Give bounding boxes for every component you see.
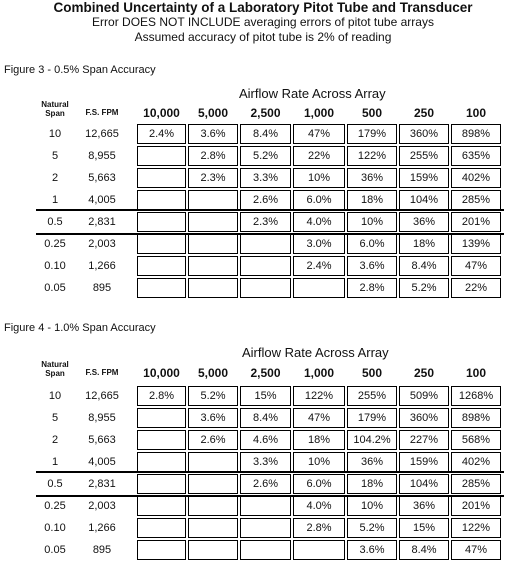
uncertainty-value: 122% — [451, 518, 501, 538]
uncertainty-value: 10% — [347, 496, 397, 516]
uncertainty-value: 36% — [399, 212, 449, 232]
uncertainty-value: 898% — [451, 124, 501, 144]
fs-fpm-cell: 1,266 — [88, 522, 116, 534]
empty-cell — [293, 540, 345, 560]
natural-span-cell: 0.5 — [47, 216, 63, 228]
uncertainty-value: 104.2% — [347, 430, 397, 450]
empty-cell — [137, 452, 186, 472]
uncertainty-value: 47% — [293, 124, 345, 144]
empty-cell — [188, 540, 238, 560]
page-title: Combined Uncertainty of a Laboratory Pitot Tube and Transducer — [53, 0, 473, 15]
header — [0, 0, 526, 45]
fs-fpm-cell: 8,955 — [88, 412, 116, 424]
empty-cell — [188, 256, 238, 276]
natural-span-label: Natural Span — [41, 100, 69, 118]
table-row — [0, 212, 526, 232]
uncertainty-value: 22% — [451, 278, 501, 298]
column-header: 500 — [361, 366, 383, 380]
uncertainty-value: 10% — [293, 452, 345, 472]
uncertainty-value: 2.3% — [188, 168, 238, 188]
airflow-label: Airflow Rate Across Array — [242, 345, 389, 360]
uncertainty-value: 2.4% — [293, 256, 345, 276]
empty-cell — [137, 190, 186, 210]
uncertainty-value: 2.4% — [137, 124, 186, 144]
uncertainty-value: 104% — [399, 190, 449, 210]
fs-fpm-cell: 895 — [92, 544, 112, 556]
table-row — [0, 386, 526, 406]
natural-span-cell: 0.05 — [44, 282, 66, 294]
uncertainty-value: 2.8% — [347, 278, 397, 298]
column-header: 500 — [361, 106, 383, 120]
table-row — [0, 540, 526, 560]
empty-cell — [188, 496, 238, 516]
fs-fpm-label: F.S. FPM — [85, 108, 119, 117]
column-header: 250 — [413, 106, 435, 120]
natural-span-cell: 1 — [51, 194, 59, 206]
fs-fpm-cell: 895 — [92, 282, 112, 294]
uncertainty-value: 402% — [451, 168, 501, 188]
subtitle-line-2: Assumed accuracy of pitot tube is 2% of reading — [134, 30, 392, 44]
column-header: 2,500 — [250, 366, 281, 380]
uncertainty-value: 3.0% — [293, 234, 345, 254]
natural-span-cell: 0.25 — [44, 500, 66, 512]
column-header: 1,000 — [303, 106, 335, 120]
column-header: 100 — [465, 106, 487, 120]
fs-fpm-cell: 8,955 — [88, 150, 116, 162]
uncertainty-value: 2.8% — [137, 386, 186, 406]
fs-fpm-cell: 2,003 — [88, 238, 116, 250]
empty-cell — [137, 496, 186, 516]
uncertainty-value: 201% — [451, 212, 501, 232]
uncertainty-value: 6.0% — [293, 474, 345, 494]
uncertainty-value: 139% — [451, 234, 501, 254]
uncertainty-value: 15% — [240, 386, 291, 406]
uncertainty-value: 2.8% — [293, 518, 345, 538]
uncertainty-value: 4.0% — [293, 212, 345, 232]
column-header: 2,500 — [250, 106, 281, 120]
empty-cell — [137, 540, 186, 560]
natural-span-cell: 5 — [51, 412, 59, 424]
uncertainty-value: 2.6% — [188, 430, 238, 450]
uncertainty-value: 159% — [399, 452, 449, 472]
empty-cell — [137, 256, 186, 276]
empty-cell — [137, 168, 186, 188]
empty-cell — [137, 278, 186, 298]
uncertainty-value: 3.3% — [240, 168, 291, 188]
table-row — [0, 408, 526, 428]
uncertainty-value: 8.4% — [240, 124, 291, 144]
empty-cell — [240, 256, 291, 276]
fs-fpm-label: F.S. FPM — [85, 368, 119, 377]
column-header: 10,000 — [143, 106, 180, 120]
uncertainty-value: 159% — [399, 168, 449, 188]
empty-cell — [293, 278, 345, 298]
fs-fpm-cell: 4,005 — [88, 456, 116, 468]
fs-fpm-cell: 12,665 — [85, 390, 119, 402]
empty-cell — [188, 212, 238, 232]
uncertainty-value: 635% — [451, 146, 501, 166]
table-row — [0, 190, 526, 210]
uncertainty-value: 360% — [399, 124, 449, 144]
empty-cell — [188, 278, 238, 298]
empty-cell — [188, 518, 238, 538]
uncertainty-value: 8.4% — [399, 256, 449, 276]
empty-cell — [137, 518, 186, 538]
empty-cell — [137, 234, 186, 254]
table-row — [0, 496, 526, 516]
uncertainty-value: 5.2% — [399, 278, 449, 298]
uncertainty-value: 22% — [293, 146, 345, 166]
uncertainty-value: 2.6% — [240, 474, 291, 494]
uncertainty-value: 4.0% — [293, 496, 345, 516]
column-header: 5,000 — [197, 366, 229, 380]
uncertainty-value: 285% — [451, 474, 501, 494]
natural-span-cell: 0.25 — [44, 238, 66, 250]
empty-cell — [188, 474, 238, 494]
uncertainty-value: 18% — [399, 234, 449, 254]
table-row — [0, 256, 526, 276]
empty-cell — [240, 518, 291, 538]
uncertainty-value: 4.6% — [240, 430, 291, 450]
uncertainty-value: 5.2% — [347, 518, 397, 538]
empty-cell — [240, 278, 291, 298]
uncertainty-value: 255% — [399, 146, 449, 166]
uncertainty-value: 360% — [399, 408, 449, 428]
natural-span-cell: 10 — [48, 128, 62, 140]
uncertainty-value: 6.0% — [293, 190, 345, 210]
uncertainty-value: 36% — [347, 452, 397, 472]
uncertainty-value: 10% — [347, 212, 397, 232]
fs-fpm-cell: 5,663 — [88, 434, 116, 446]
figure-caption: Figure 3 - 0.5% Span Accuracy — [4, 64, 156, 76]
table-row — [0, 452, 526, 472]
column-header: 100 — [465, 366, 487, 380]
uncertainty-value: 402% — [451, 452, 501, 472]
empty-cell — [240, 234, 291, 254]
uncertainty-value: 2.3% — [240, 212, 291, 232]
uncertainty-value: 18% — [293, 430, 345, 450]
table-row — [0, 430, 526, 450]
column-header: 1,000 — [303, 366, 335, 380]
natural-span-label: Natural Span — [41, 360, 69, 378]
uncertainty-value: 18% — [347, 474, 397, 494]
table-row — [0, 234, 526, 254]
uncertainty-value: 3.6% — [188, 408, 238, 428]
airflow-label: Airflow Rate Across Array — [239, 86, 386, 101]
natural-span-cell: 5 — [51, 150, 59, 162]
uncertainty-value: 36% — [399, 496, 449, 516]
empty-cell — [188, 234, 238, 254]
uncertainty-value: 179% — [347, 408, 397, 428]
natural-span-cell: 2 — [51, 434, 59, 446]
fs-fpm-cell: 2,831 — [88, 216, 116, 228]
natural-span-cell: 1 — [51, 456, 59, 468]
fs-fpm-cell: 12,665 — [85, 128, 119, 140]
uncertainty-value: 2.6% — [240, 190, 291, 210]
uncertainty-value: 47% — [293, 408, 345, 428]
uncertainty-value: 227% — [399, 430, 449, 450]
uncertainty-value: 47% — [451, 540, 501, 560]
uncertainty-value: 509% — [399, 386, 449, 406]
table-row — [0, 474, 526, 494]
uncertainty-value: 15% — [399, 518, 449, 538]
uncertainty-value: 179% — [347, 124, 397, 144]
empty-cell — [137, 146, 186, 166]
column-header: 10,000 — [143, 366, 180, 380]
empty-cell — [240, 496, 291, 516]
uncertainty-value: 8.4% — [399, 540, 449, 560]
uncertainty-value: 104% — [399, 474, 449, 494]
uncertainty-value: 5.2% — [240, 146, 291, 166]
uncertainty-value: 1268% — [451, 386, 501, 406]
table-row — [0, 124, 526, 144]
natural-span-cell: 0.05 — [44, 544, 66, 556]
table-row — [0, 278, 526, 298]
empty-cell — [137, 408, 186, 428]
natural-span-cell: 2 — [51, 172, 59, 184]
fs-fpm-cell: 1,266 — [88, 260, 116, 272]
uncertainty-value: 47% — [451, 256, 501, 276]
uncertainty-value: 3.6% — [347, 540, 397, 560]
uncertainty-value: 10% — [293, 168, 345, 188]
fs-fpm-cell: 5,663 — [88, 172, 116, 184]
table-row — [0, 168, 526, 188]
uncertainty-value: 122% — [347, 146, 397, 166]
uncertainty-value: 285% — [451, 190, 501, 210]
table-row — [0, 146, 526, 166]
table-row — [0, 518, 526, 538]
uncertainty-value: 2.8% — [188, 146, 238, 166]
uncertainty-value: 255% — [347, 386, 397, 406]
uncertainty-value: 3.3% — [240, 452, 291, 472]
uncertainty-value: 6.0% — [347, 234, 397, 254]
natural-span-cell: 0.10 — [44, 260, 66, 272]
column-header: 250 — [413, 366, 435, 380]
figure-caption: Figure 4 - 1.0% Span Accuracy — [4, 322, 156, 334]
column-header: 5,000 — [197, 106, 229, 120]
uncertainty-value: 3.6% — [347, 256, 397, 276]
fs-fpm-cell: 4,005 — [88, 194, 116, 206]
subtitle-line-1: Error DOES NOT INCLUDE averaging errors of pitot tube arrays — [92, 15, 434, 29]
natural-span-cell: 10 — [48, 390, 62, 402]
uncertainty-value: 8.4% — [240, 408, 291, 428]
uncertainty-value: 568% — [451, 430, 501, 450]
natural-span-cell: 0.5 — [47, 478, 63, 490]
uncertainty-value: 18% — [347, 190, 397, 210]
uncertainty-value: 898% — [451, 408, 501, 428]
uncertainty-value: 201% — [451, 496, 501, 516]
empty-cell — [240, 540, 291, 560]
natural-span-cell: 0.10 — [44, 522, 66, 534]
fs-fpm-cell: 2,831 — [88, 478, 116, 490]
empty-cell — [137, 430, 186, 450]
empty-cell — [188, 190, 238, 210]
empty-cell — [188, 452, 238, 472]
uncertainty-value: 122% — [293, 386, 345, 406]
empty-cell — [137, 474, 186, 494]
uncertainty-value: 3.6% — [188, 124, 238, 144]
empty-cell — [137, 212, 186, 232]
fs-fpm-cell: 2,003 — [88, 500, 116, 512]
uncertainty-value: 36% — [347, 168, 397, 188]
uncertainty-value: 5.2% — [188, 386, 238, 406]
